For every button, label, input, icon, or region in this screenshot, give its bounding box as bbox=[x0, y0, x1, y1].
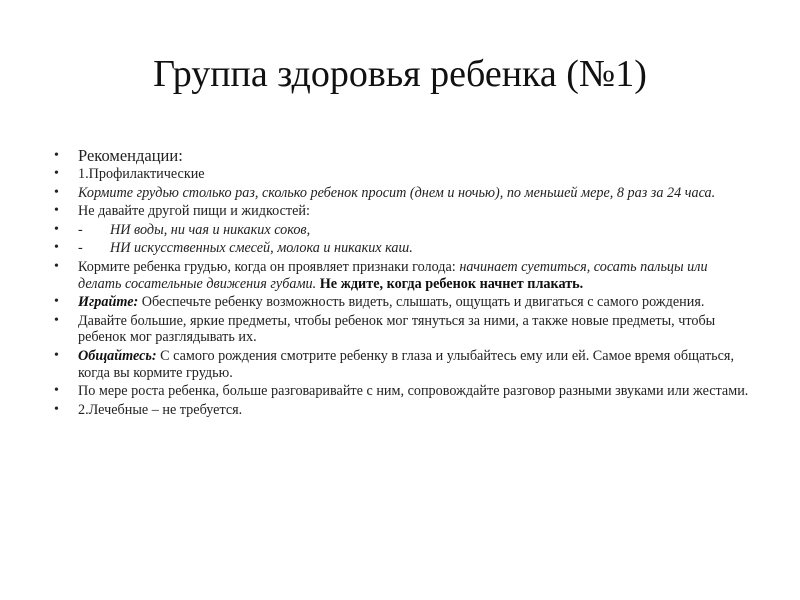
recommendations-list bbox=[54, 146, 754, 420]
list-item-text: С самого рождения смотрите ребенку в глаза и улыбайтесь ему или ей. Самое время общаться, когда вы кормите грудью. bbox=[78, 347, 735, 381]
bullet-icon: • bbox=[54, 312, 59, 328]
list-item-hunger-signs bbox=[54, 259, 754, 292]
list-item-text: НИ воды, ни чая и никаких соков, bbox=[110, 221, 311, 238]
list-item-treatment bbox=[54, 402, 754, 419]
bullet-icon: • bbox=[54, 347, 59, 363]
list-item-text: По мере роста ребенка, больше разговаривайте с ним, сопровождайте разговор разными звуками или жестами. bbox=[78, 383, 749, 400]
list-item-text: 1.Профилактические bbox=[78, 166, 205, 182]
list-item-recommendations-heading bbox=[54, 146, 754, 165]
bullet-icon: • bbox=[54, 221, 59, 237]
list-item-talk-more bbox=[54, 383, 754, 400]
list-item-lead: Играйте: bbox=[78, 294, 139, 311]
bullet-icon: • bbox=[54, 401, 59, 417]
bullet-icon: • bbox=[54, 203, 59, 219]
list-item-text-italic: начинает суетиться, сосать пальцы или делать сосательные движения губами. bbox=[78, 258, 708, 292]
list-item-feeding-frequency bbox=[54, 185, 754, 202]
list-item-text: Кормите грудью столько раз, сколько ребенок просит (днем и ночью), по меньшей мере, 8 раз за 24 часа. bbox=[78, 184, 716, 201]
dash-marker: - bbox=[78, 221, 83, 238]
list-item-text: Давайте большие, яркие предметы, чтобы ребенок мог тянуться за ними, а также новые предметы, чтобы ребенок мог разглядывать их. bbox=[78, 312, 716, 346]
bullet-icon: • bbox=[54, 148, 59, 163]
bullet-icon: • bbox=[54, 258, 59, 274]
list-item-preventive bbox=[54, 166, 754, 183]
list-item-text: Кормите ребенка грудью, когда он проявляет признаки голода: bbox=[78, 258, 460, 275]
list-item-no-water bbox=[54, 222, 754, 239]
slide-title: Группа здоровья ребенка (№1) bbox=[153, 53, 647, 95]
list-item-bright-objects bbox=[54, 313, 754, 346]
list-item-text: Не давайте другой пищи и жидкостей: bbox=[78, 203, 310, 220]
list-item-text: 2.Лечебные – не требуется. bbox=[78, 401, 243, 418]
list-item-communicate bbox=[54, 348, 754, 381]
list-item-no-other-food bbox=[54, 203, 754, 220]
bullet-icon: • bbox=[54, 240, 59, 256]
list-item-text-bold: Не ждите, когда ребенок начнет плакать. bbox=[316, 275, 584, 292]
list-item-text: НИ искусственных смесей, молока и никаких каш. bbox=[110, 240, 413, 257]
list-item-no-formula bbox=[54, 240, 754, 257]
list-item-text: Рекомендации: bbox=[78, 146, 183, 165]
bullet-icon: • bbox=[54, 383, 59, 399]
list-item-text: Обеспечьте ребенку возможность видеть, слышать, ощущать и двигаться с самого рождения. bbox=[138, 294, 705, 311]
dash-marker: - bbox=[78, 240, 83, 257]
list-item-lead: Общайтесь: bbox=[78, 347, 157, 364]
list-item-play bbox=[54, 294, 754, 311]
bullet-icon: • bbox=[54, 184, 59, 200]
bullet-icon: • bbox=[54, 166, 59, 181]
bullet-icon: • bbox=[54, 294, 59, 310]
